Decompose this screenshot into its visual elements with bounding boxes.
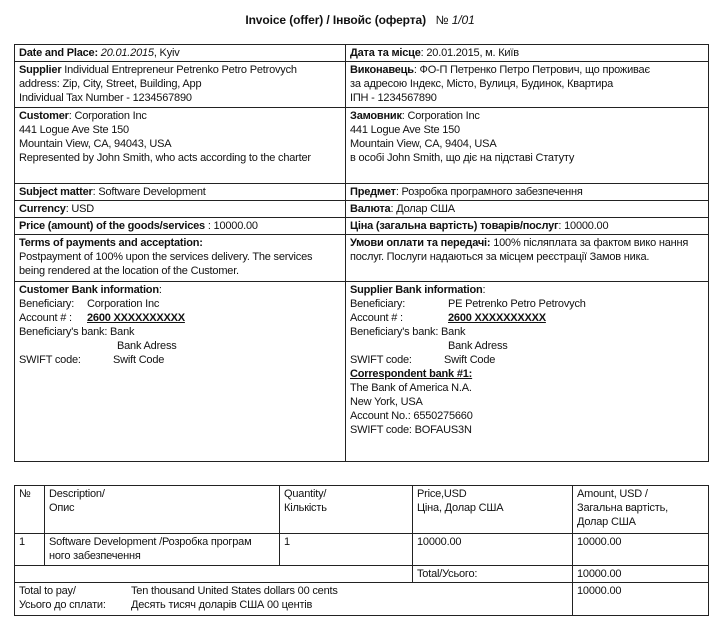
supplier-cell-ua: Виконавець: ФО-П Петренко Петро Петрович, що проживає за адресою Індекс, Місто, Вулиця, Будинок, Квартира ІПН - 1234567890 — [346, 62, 709, 108]
title-text: Invoice (offer) / Інвойс (оферта) — [245, 13, 426, 27]
price-cell-ua: Ціна (загальна вартість) товарів/послуг: 10000.00 — [346, 218, 709, 235]
customer-cell-en: Customer: Corporation Inc 441 Logue Ave Ste 150 Mountain View, CA, 94043, USA Represented by John Smith, who acts according to the charter — [15, 108, 346, 184]
amount-in-words-en: Ten thousand United States dollars 00 cents — [131, 585, 338, 597]
header-description: Description/ Опис — [45, 486, 280, 534]
header-price: Price,USD Ціна, Долар США — [413, 486, 573, 534]
header-quantity: Quantity/ Кількість — [280, 486, 413, 534]
supplier-cell-en: Supplier Individual Entrepreneur Petrenko Petro Petrovych address: Zip, City, Street, Building, App Individual Tax Number - 1234567890 — [15, 62, 346, 108]
number-label: № — [435, 13, 449, 27]
customer-bank-cell: Customer Bank information: Beneficiary: Corporation Inc Account # : 2600 XXXXXXXXXX Beneficiary's bank: Bank Bank Adress SWIFT code: Swift Code — [15, 282, 346, 462]
table-row — [15, 534, 709, 566]
header-amount: Amount, USD / Загальна вартість, Долар США — [573, 486, 709, 534]
line-items-table — [14, 485, 709, 616]
price-cell-en: Price (amount) of the goods/services : 10000.00 — [15, 218, 346, 235]
supplier-bank-cell: Supplier Bank information: Beneficiary: PE Petrenko Petro Petrovych Account # : 2600 XXXXXXXXXX Beneficiary's bank: Bank Bank Adress SWIFT code: Swift Code Correspondent bank #1: The Bank of America N.A. New York, USA Account No.: 6550275660 SWIFT code: BOFAUS3N — [346, 282, 709, 462]
row-price: 10000.00 — [413, 534, 573, 566]
total-label: Total/Усього: — [413, 566, 573, 583]
invoice-title — [0, 13, 720, 27]
customer-name: : Corporation Inc — [68, 110, 147, 122]
row-description: Software Development /Розробка програм ного забезпечення — [45, 534, 280, 566]
invoice-date: 20.01.2015 — [100, 47, 154, 59]
supplier-tax: Individual Tax Number - 1234567890 — [19, 92, 192, 104]
subject-cell-ua: Предмет: Розробка програмного забезпечення — [346, 184, 709, 201]
row-amount: 10000.00 — [573, 534, 709, 566]
invoice-details-table — [14, 44, 709, 462]
supplier-name: Individual Entrepreneur Petrenko Petro Petrovych — [64, 64, 297, 76]
invoice-number: 1/01 — [451, 13, 475, 27]
correspondent-bank-label: Correspondent bank #1: — [350, 368, 473, 380]
row-quantity: 1 — [280, 534, 413, 566]
subject-cell-en: Subject matter: Software Development — [15, 184, 346, 201]
header-num: № — [15, 486, 45, 534]
date-cell-ua: Дата та місце: 20.01.2015, м. Київ — [346, 45, 709, 62]
supplier-account: 2600 XXXXXXXXXX — [448, 312, 546, 324]
supplier-address: address: Zip, City, Street, Building, App — [19, 78, 202, 90]
terms-cell-ua: Умови оплати та передачі: 100% післяплата за фактом вико нання послуг. Послуги надаються за місцем реєстрації Замов ника. — [346, 235, 709, 282]
amount-in-words-ua: Десять тисяч доларів США 00 центів — [131, 599, 313, 611]
terms-cell-en: Terms of payments and acceptation: Postpayment of 100% upon the services delivery. The services being rendered at the location of the Customer. — [15, 235, 346, 282]
customer-cell-ua: Замовник: Corporation Inc 441 Logue Ave Ste 150 Mountain View, CA, 9404, USA в особі John Smith, що діє на підставі Статуту — [346, 108, 709, 184]
total-amount: 10000.00 — [573, 566, 709, 583]
date-cell-en: Date and Place: 20.01.2015, Kyiv — [15, 45, 346, 62]
currency-cell-en: Currency: USD — [15, 201, 346, 218]
row-num: 1 — [15, 534, 45, 566]
currency-cell-ua: Валюта: Долар США — [346, 201, 709, 218]
total-to-pay-cell: Total to pay/ Ten thousand United States dollars 00 cents Усього до сплати: Десять тисяч доларів США 00 центів — [15, 583, 573, 616]
total-to-pay-amount: 10000.00 — [573, 583, 709, 616]
customer-account: 2600 XXXXXXXXXX — [87, 312, 185, 324]
